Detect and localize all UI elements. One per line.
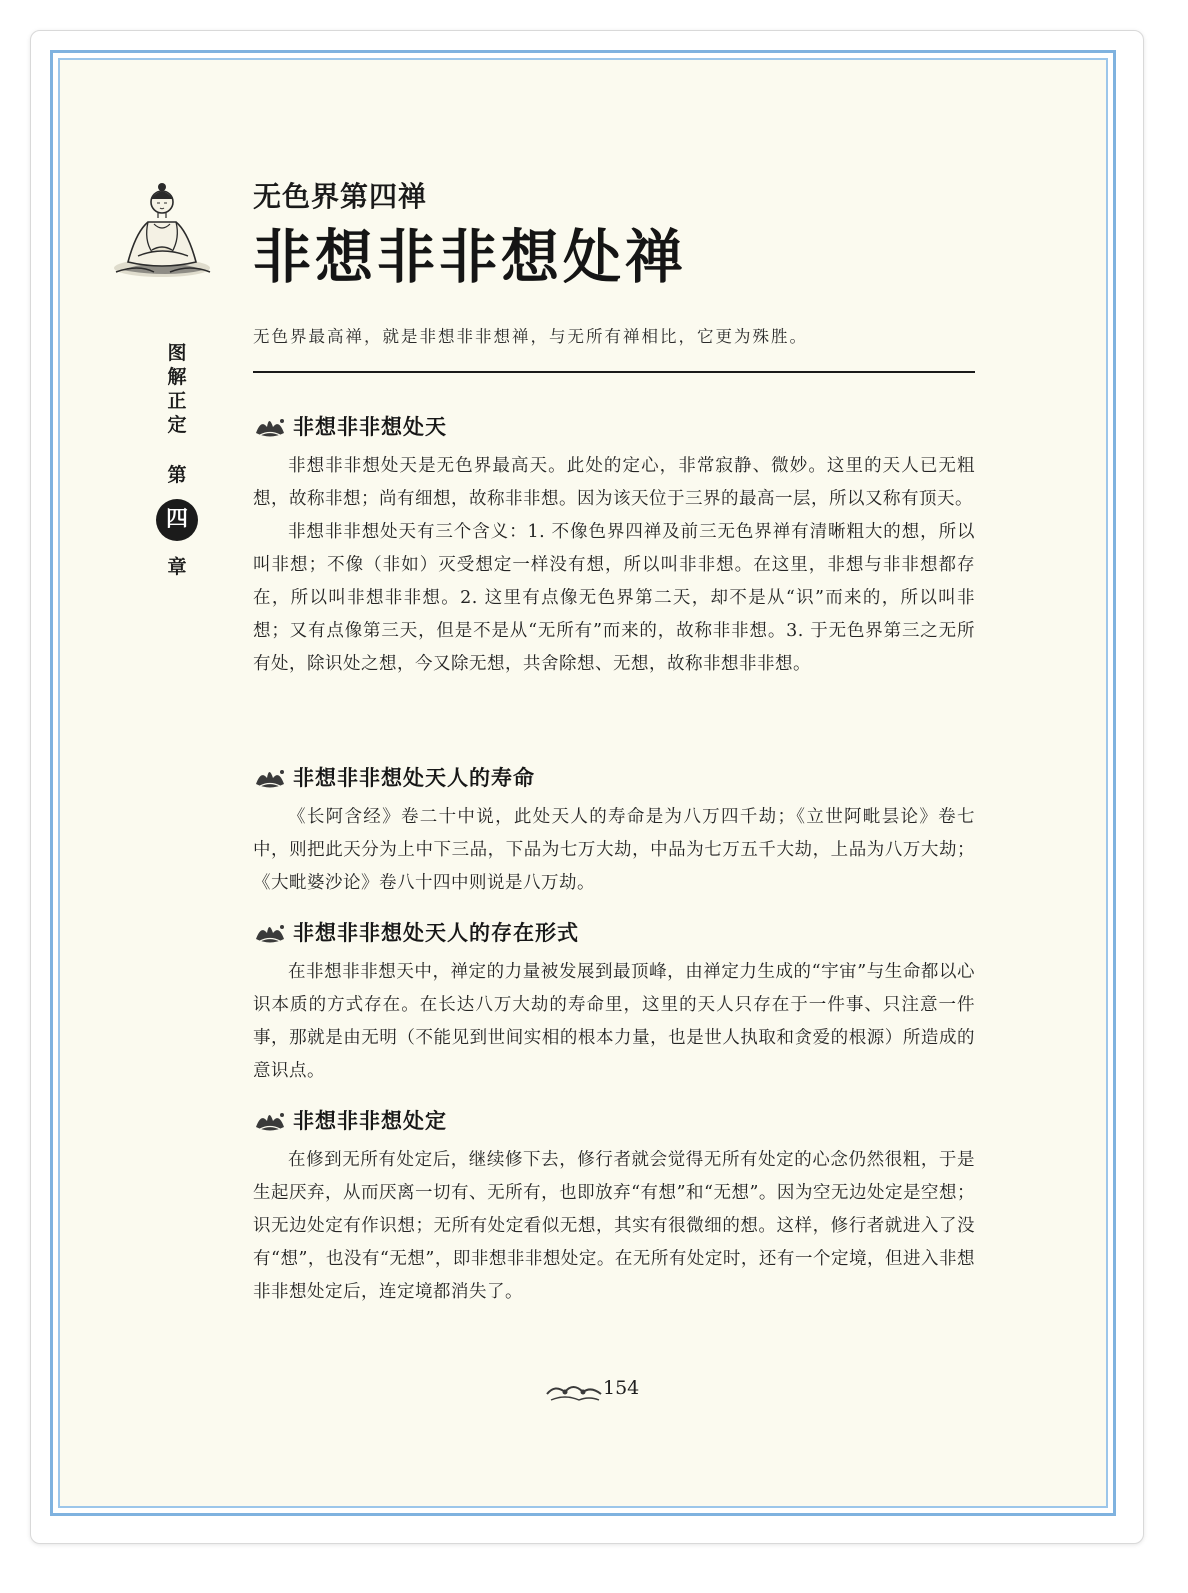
section-heading	[253, 761, 975, 795]
cloud-scroll-icon	[545, 1378, 603, 1408]
book-title-char: 图	[167, 342, 187, 364]
section-heading	[253, 916, 975, 950]
paragraph: 在非想非非想天中，禅定的力量被发展到最顶峰，由禅定力生成的“宇宙”与生命都以心识本质的方式存在。在长达八万大劫的寿命里，这里的天人只存在于一件事、只注意一件事，那就是由无明（不能见到世间实相的根本力量，也是世人执取和贪爱的根源）所造成的意识点。	[253, 962, 975, 1081]
section-3	[253, 916, 975, 1088]
page-footer	[545, 1374, 645, 1408]
chapter-side-tab	[152, 342, 202, 592]
section-heading-text: 非想非非想处天	[293, 414, 447, 439]
book-title-char: 解	[167, 366, 187, 388]
section-2	[253, 761, 975, 900]
page-subtitle: 无色界最高禅，就是非想非非想禅，与无所有禅相比，它更为殊胜。	[253, 327, 808, 346]
paragraph: 《长阿含经》卷二十中说，此处天人的寿命是为八万四千劫；《立世阿毗昙论》卷七中，则把此天分为上中下三品，下品为七万大劫，中品为七万五千大劫，上品为八万大劫；《大毗婆沙论》卷八十四中则说是八万劫。	[253, 807, 975, 893]
section-heading	[253, 410, 975, 444]
paragraph: 在修到无所有处定后，继续修下去，修行者就会觉得无所有处定的心念仍然很粗，于是生起厌弃，从而厌离一切有、无所有，也即放弃“有想”和“无想”。因为空无边处定是空想；识无边处定有作识想；无所有处定看似无想，其实有很微细的想。这样，修行者就进入了没有“想”，也没有“无想”，即非想非非想处定。在无所有处定时，还有一个定境，但进入非想非非想处定后，连定境都消失了。	[253, 1150, 975, 1302]
page-title: 非想非非想处禅	[253, 223, 688, 291]
section-heading	[253, 1104, 975, 1138]
lotus-icon	[253, 919, 287, 947]
section-kicker: 无色界第四禅	[253, 180, 428, 213]
book-title-char: 正	[167, 390, 187, 412]
lotus-icon	[253, 1107, 287, 1135]
chapter-di-char: 第	[167, 464, 187, 486]
section-1	[253, 410, 975, 681]
book-title-char: 定	[167, 414, 187, 436]
chapter-number-badge: 四	[156, 499, 198, 541]
section-heading-text: 非想非非想处天人的寿命	[293, 765, 535, 790]
paragraph: 非想非非想处天是无色界最高天。此处的定心，非常寂静、微妙。这里的天人已无粗想，故称非想；尚有细想，故称非非想。因为该天位于三界的最高一层，所以又称有顶天。	[253, 456, 975, 509]
section-heading-text: 非想非非想处定	[293, 1108, 447, 1133]
section-4	[253, 1104, 975, 1309]
paragraph: 非想非非想处天有三个含义：1. 不像色界四禅及前三无色界禅有清晰粗大的想，所以叫非想；不像（非如）灭受想定一样没有想，所以叫非非想。在这里，非想与非非想都存在，所以叫非想非非想。2. 这里有点像无色界第二天，却不是从“识”而来的，所以叫非想；又有点像第三天，但是不是从“无所有”而来的，故称非非想。3. 于无色界第三之无所有处，除识处之想，今又除无想，共舍除想、无想，故称非想非非想。	[253, 522, 975, 674]
lotus-icon	[253, 413, 287, 441]
buddha-illustration	[108, 172, 216, 284]
lotus-icon	[253, 764, 287, 792]
section-heading-text: 非想非非想处天人的存在形式	[293, 920, 579, 945]
page-number: 154	[603, 1377, 640, 1399]
title-divider	[253, 371, 975, 373]
chapter-zhang-char: 章	[167, 556, 187, 578]
